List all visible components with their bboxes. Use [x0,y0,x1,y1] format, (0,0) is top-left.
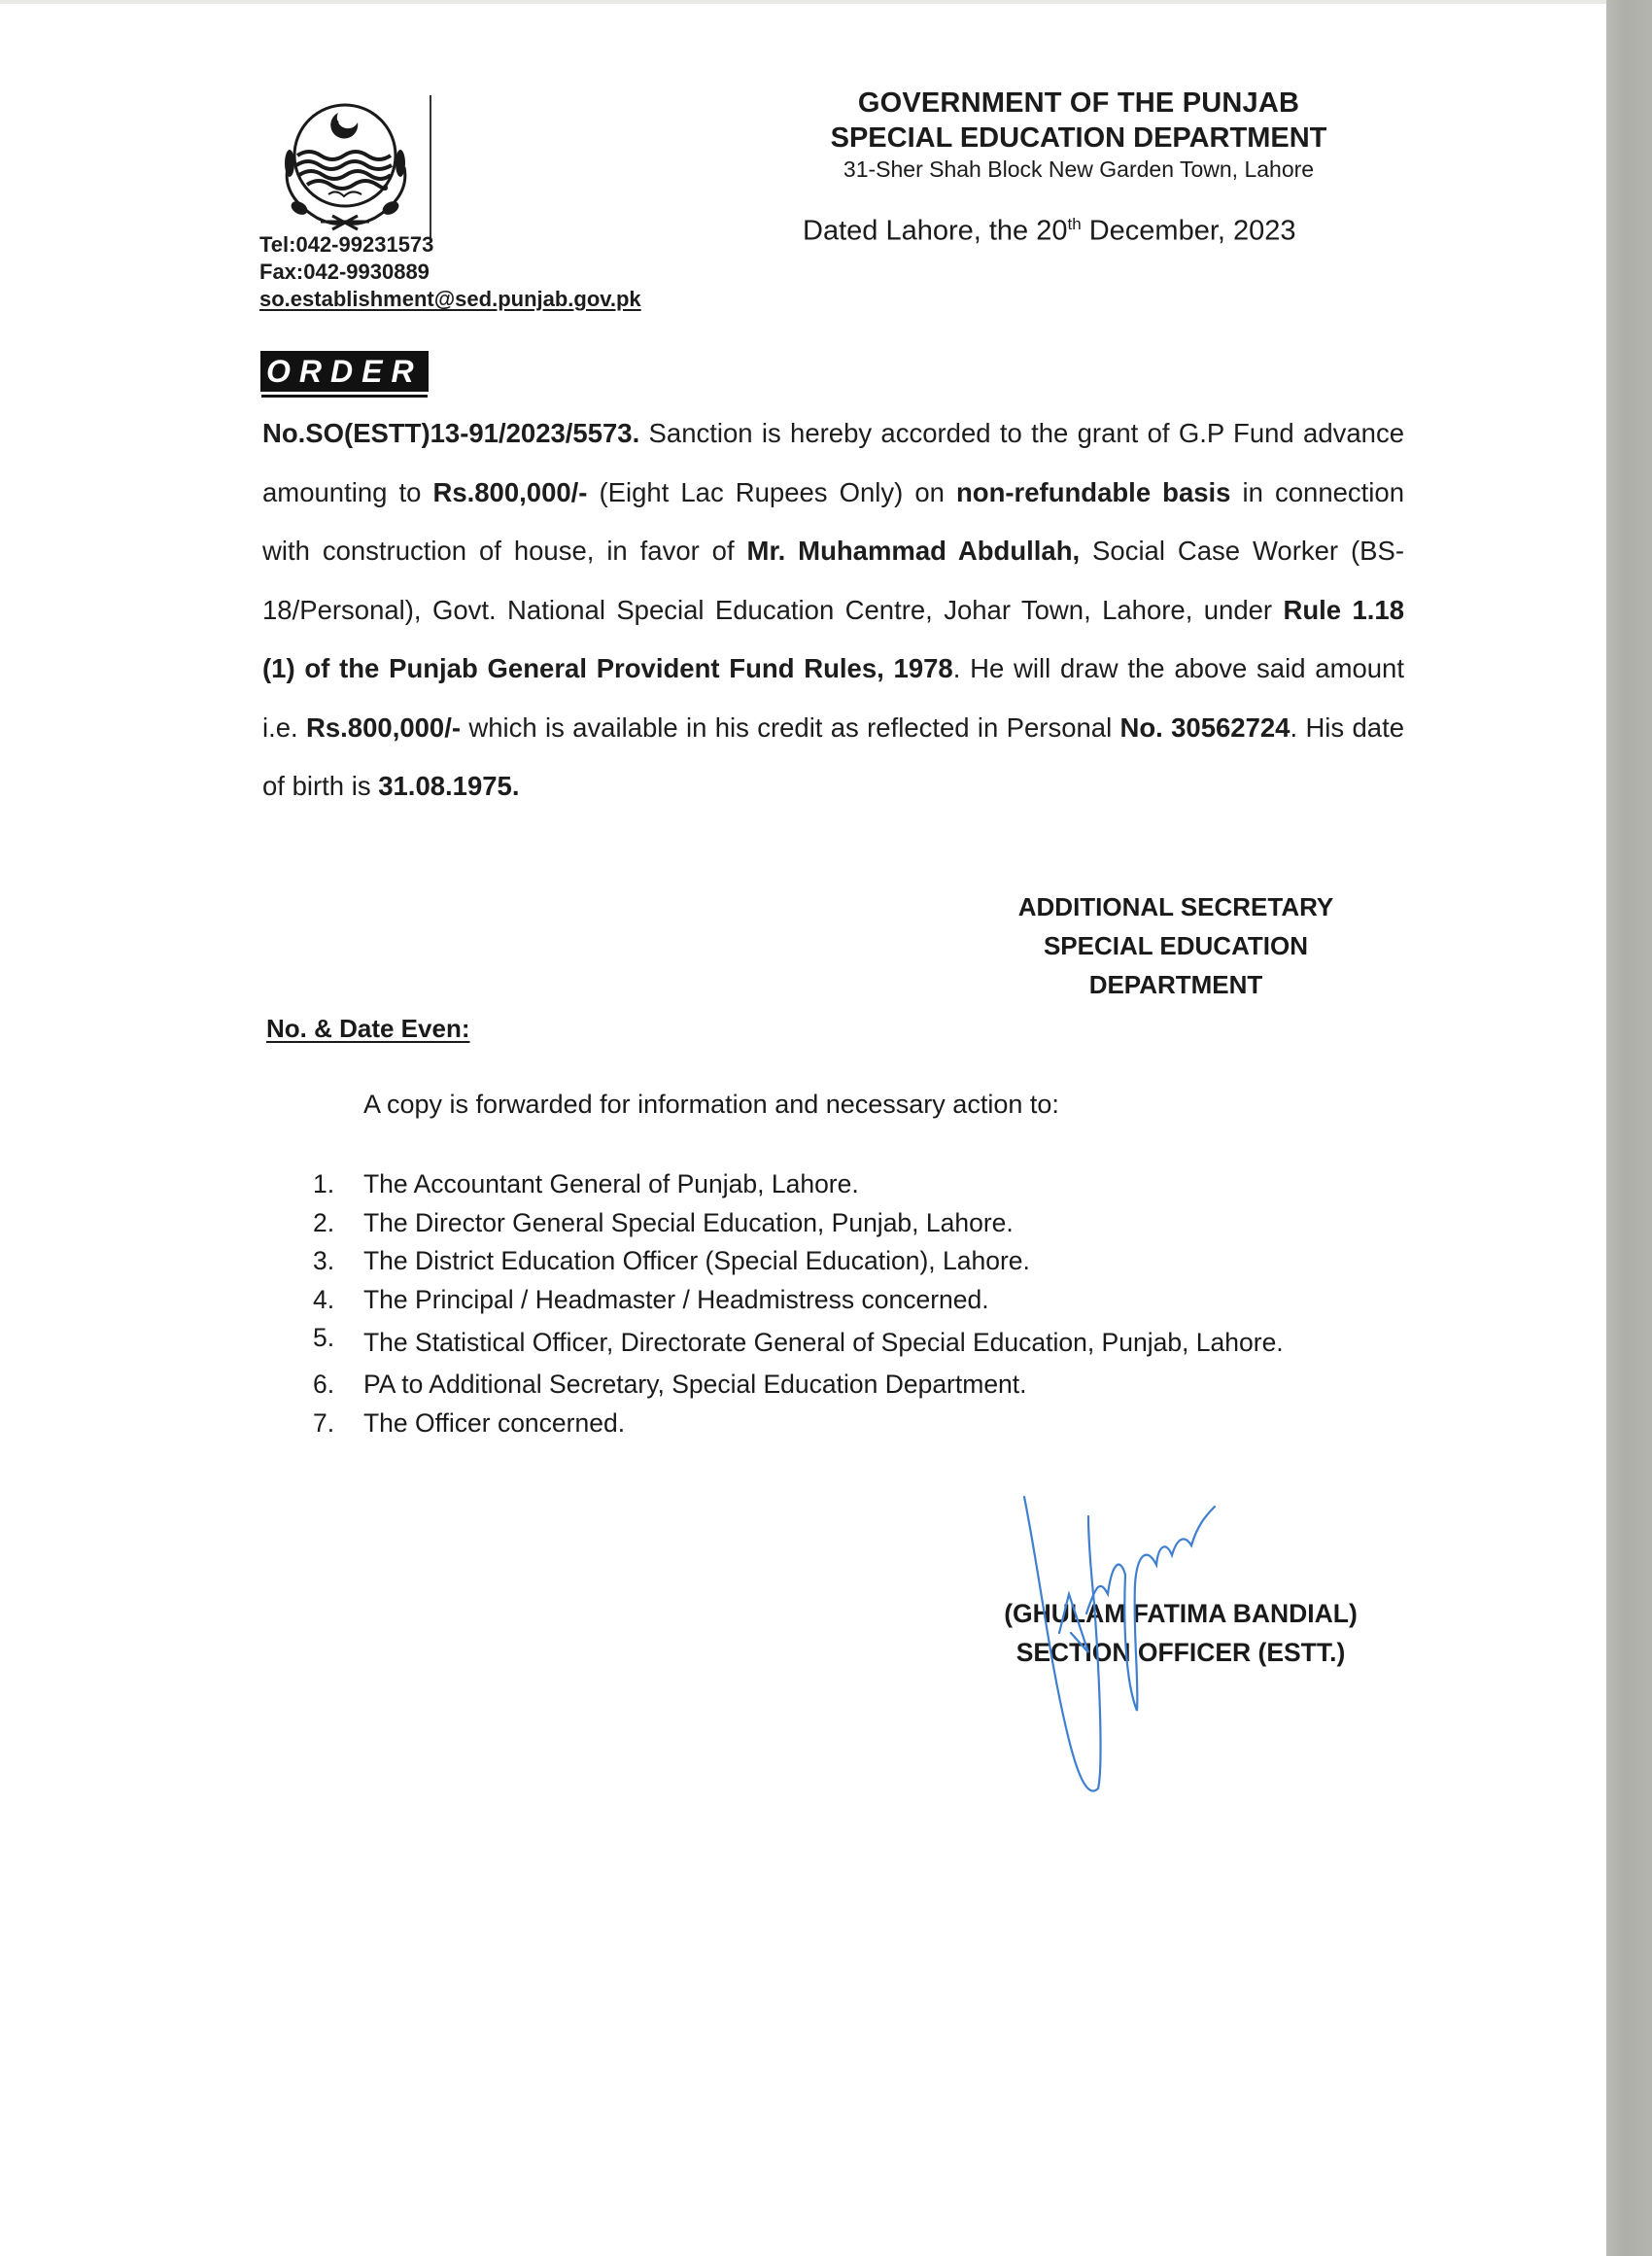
signatory-title: ADDITIONAL SECRETARY [1017,892,1334,921]
draw-amount: Rs.800,000/- [306,712,462,743]
order-text: Social Case Worker (BS-18/Personal), Govt. National Special Education Centre, Johar Town, Lahore, under [262,536,1404,625]
list-item [313,1243,1406,1280]
basis-type: non-refundable basis [955,476,1231,507]
punjab-emblem-icon [282,99,408,235]
endorsement-heading: No. & Date Even: [266,1014,470,1043]
order-text: . His date of birth is [262,712,1405,801]
distribution-list [313,1166,1406,1443]
list-item [313,1166,1406,1203]
additional-secretary-block [972,887,1380,1004]
letterhead-title [768,86,1390,183]
recipient: PA to Additional Secretary, Special Education Department. [363,1370,1027,1399]
list-number: 7. [313,1407,335,1438]
department-address: 31-Sher Shah Block New Garden Town, Lahore [843,156,1315,182]
date-suffix: December, 2023 [1081,215,1296,247]
list-item [313,1282,1406,1319]
date-of-birth: 31.08.1975. [378,771,520,801]
signatory-department-cont: DEPARTMENT [1088,970,1263,999]
sanction-amount: Rs.800,000/- [432,476,588,507]
recipient: The Director General Special Education, Punjab, Lahore. [363,1207,1014,1237]
recipient: The District Education Officer (Special Education), Lahore. [363,1246,1030,1275]
recipient: The Statistical Officer, Directorate General of Special Education, Punjab, Lahore. [363,1328,1284,1357]
recipient: The Principal / Headmaster / Headmistress concerned. [363,1284,989,1314]
email-link[interactable]: so.establishment@sed.punjab.gov.pk [259,287,641,311]
date-prefix: Dated Lahore, the 20 [803,215,1068,247]
personal-number: No. 30562724 [1119,712,1291,743]
list-item [313,1406,1406,1442]
fax-number: Fax:042-9930889 [259,260,430,284]
letterhead-logo-box [255,95,431,239]
order-heading: ORDER [260,351,429,395]
list-number: 1. [313,1169,335,1198]
list-number: 3. [313,1246,335,1275]
list-item [313,1205,1406,1242]
section-officer-block [962,1594,1399,1672]
order-text: . He will draw the above said amount i.e. [262,653,1404,743]
date-ordinal: th [1067,215,1082,233]
document-date [803,215,1296,248]
signatory-department: SPECIAL EDUCATION [1043,931,1309,960]
order-body [262,404,1404,816]
rule-reference: Rule 1.18 (1) of the Punjab General Provident Fund Rules, 1978 [262,594,1404,683]
endorsement-intro: A copy is forwarded for information and necessary action to: [363,1090,1059,1119]
list-number: 6. [313,1370,335,1399]
order-text: which is available in his credit as reflected in Personal [461,712,1120,743]
scan-right-edge [1606,0,1652,2256]
letterhead-contact [259,231,641,313]
order-text: Sanction is hereby accorded to the grant of G.P Fund advance amounting to [262,418,1404,507]
order-number: No.SO(ESTT)13-91/2023/5573. [262,418,640,448]
recipient: The Officer concerned. [363,1407,626,1438]
government-title: GOVERNMENT OF THE PUNJAB [857,87,1300,119]
beneficiary-name: Mr. Muhammad Abdullah, [746,536,1081,566]
list-number: 5. [313,1323,335,1352]
list-item [313,1320,1406,1365]
recipient: The Accountant General of Punjab, Lahore. [363,1169,859,1198]
officer-designation: SECTION OFFICER (ESTT.) [1015,1638,1346,1667]
list-number: 2. [313,1207,335,1237]
order-text: in connection with construction of house, in favor of [262,476,1404,566]
list-item [313,1367,1406,1404]
officer-name: (GHULAM FATIMA BANDIAL) [1004,1599,1358,1628]
department-title: SPECIAL EDUCATION DEPARTMENT [830,122,1327,154]
telephone-number: Tel:042-99231573 [259,232,434,257]
order-text: (Eight Lac Rupees Only) on [587,476,956,507]
list-number: 4. [313,1284,335,1314]
